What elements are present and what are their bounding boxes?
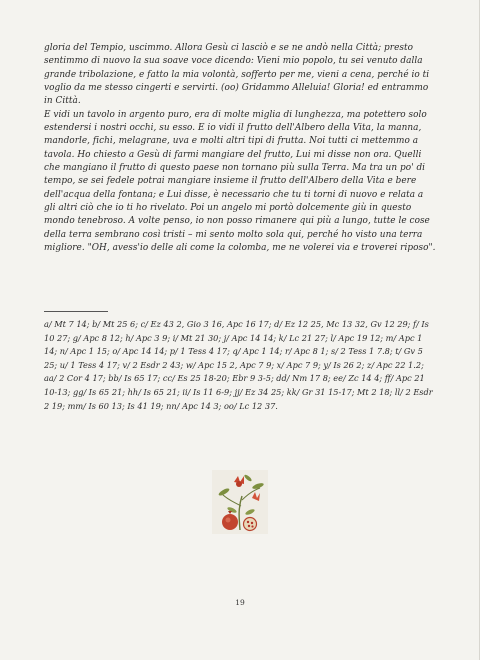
footnote-divider xyxy=(44,311,108,312)
paragraph-2: E vidi un tavolo in argento puro, era di molte miglia di lunghezza, ma potettero solo estendersi i nostri occhi, su esso. E io vidi il frutto dell'Albero della Vita, la manna, mandorle, fichi, melagrane, uva e molti altri tipi di frutta. Noi tutti ci mettemmo a tavola. Ho chiesto a Gesù di farmi mangiare del frutto, Lui mi disse non ora. Quelli che mangiano il frutto di questo paese non tornano più sulla Terra. Ma tra un po' di tempo, se sei fedele potrai mangiare insieme il frutto dell'Albero della Vita e bere dell'acqua della fontana; e Lui disse, è necessario che tu ti torni di nuovo e relata a gli altri ciò che io ti ho rivelato. Poi un angelo mi portò dolcemente giù in questo mondo tenebroso. A volte penso, io non posso rimanere qui più a lungo, tutte le cose della terra sembrano così tristi – mi sento molto sola qui, perché ho visto una terra migliore. "OH, avess'io delle ali come la colomba, me ne volerei via e troverei riposo". xyxy=(44,109,436,254)
footnotes: a/ Mt 7 14; b/ Mt 25 6; c/ Ez 43 2, Gio 3 16, Apc 16 17; d/ Ez 12 25, Mc 13 32, Gv 12 29; f/ Is 10 27; g/ Apc 8 12; h/ Apc 3 9; i/ Mt 21 30; j/ Apc 14 14; k/ Lc 21 27; l/ Apc 19 12; m/ Apc 1 14; n/ Apc 1 15; o/ Apc 14 14; p/ 1 Tess 4 17; q/ Apc 1 14; r/ Apc 8 1; s/ 2 Tess 1 7.8; t/ Gv 5 25; u/ 1 Tess 4 17; v/ 2 Esdr 2 43; w/ Apc 15 2, Apc 7 9; x/ Apc 7 9; y/ Is 26 2; z/ Apc 22 1.2; aa/ 2 Cor 4 17; bb/ Is 65 17; cc/ Es 25 18-20; Ebr 9 3-5; dd/ Nm 17 8; ee/ Zc 14 4; ff/ Apc 21 10-13; gg/ Is 65 21; hh/ Is 65 21; ii/ Is 11 6-9; jj/ Ez 34 25; kk/ Gr 31 15-17; Mt 2 18; ll/ 2 Esdr 2 19; mm/ Is 60 13; Is 41 19; nn/ Apc 14 3; oo/ Lc 12 37. xyxy=(44,319,433,411)
paragraph-1: gloria del Tempio, uscimmo. Allora Gesù ci lasciò e se ne andò nella Città; presto sentimmo di nuovo la sua soave voce dicendo: Vieni mio popolo, tu sei venuto dalla grande tribolazione, e fatto la mia volontà, sofferto per me, vieni a cena, perché io ti voglio da me stesso cingerti e servirti. (oo) Gridammo Alleluia! Gloria! ed entrammo in Città. xyxy=(44,43,430,107)
page-number: 19 xyxy=(235,598,245,607)
pomegranate-illustration xyxy=(212,470,268,534)
body-text xyxy=(44,42,436,256)
